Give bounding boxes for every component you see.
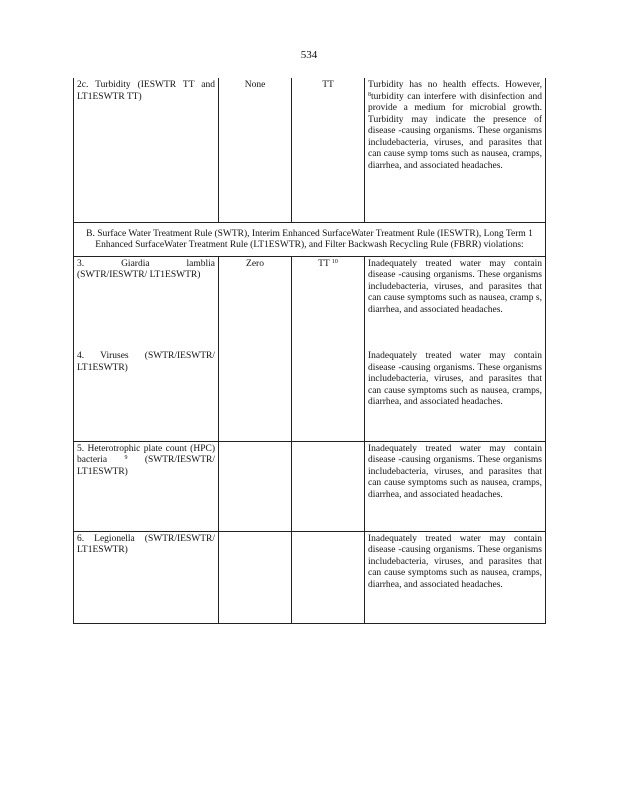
health-effects-cell: Inadequately treated water may contain disease -causing organisms. These organisms includebacteria, viruses, and parasites that can cause symptoms such as nausea, cramps, diarrhea, and associated headaches. [365, 349, 546, 441]
contaminant-lead: 5. Heterotrophic plate count (HPC) bacteria [77, 443, 215, 465]
section-b-heading: B. Surface Water Treatment Rule (SWTR), Interim Enhanced SurfaceWater Treatment Rule (IESWTR), Long Term 1 Enhanced SurfaceWater Treatment Rule (LT1ESWTR), and Filter Backwash Recycling Rule (FBRR) violations: [74, 222, 546, 256]
mcl-cell [292, 349, 365, 441]
table-row-turbidity [74, 78, 546, 222]
footnote-marker: 8 [368, 91, 371, 98]
contaminant-cell: 4. Viruses (SWTR/IESWTR/ LT1ESWTR) [74, 349, 219, 441]
contaminant-cell: 6. Legionella (SWTR/IESWTR/ LT1ESWTR) [74, 531, 219, 623]
effects-text-rest: turbidity can interfere with disinfection and provide a medium for microbial growth. Turbidity may indicate the presence of disease -causing organisms. These organisms includebacteria, viruses, and parasites that can cause symp toms such as nausea, cramps, diarrhea, and associated headaches. [368, 91, 542, 171]
mcl-cell [292, 531, 365, 623]
mcl-cell [292, 441, 365, 531]
health-effects-cell: Inadequately treated water may contain disease -causing organisms. These organisms includebacteria, viruses, and parasites that can cause symptoms such as nausea, cramps, diarrhea, and associated headaches. [365, 531, 546, 623]
mclg-cell [219, 349, 292, 441]
mclg-cell [219, 531, 292, 623]
mclg-cell [219, 441, 292, 531]
contaminant-cell [74, 441, 219, 531]
footnote-marker: 10 [331, 258, 338, 265]
health-effects-cell: Inadequately treated water may contain disease -causing organisms. These organisms includebacteria, viruses, and parasites that can cause symptoms such as nausea, cramp s, diarrhea, and associated headaches. [365, 256, 546, 349]
health-effects-cell: Inadequately treated water may contain disease -causing organisms. These organisms includebacteria, viruses, and parasites that can cause symptoms such as nausea, cramps, diarrhea, and associated headaches. [365, 441, 546, 531]
contaminant-rest: (SWTR/IESWTR/ LT1ESWTR) [77, 455, 216, 477]
effects-text-lead: Turbidity has no health effects. However, [368, 80, 542, 90]
table-row-giardia [74, 256, 546, 349]
page-number: 534 [300, 49, 318, 61]
mcl-cell [292, 256, 365, 349]
mclg-cell: None [219, 78, 292, 222]
mcl-value: TT [318, 258, 330, 269]
mclg-cell: Zero [219, 256, 292, 349]
contaminant-cell: 2c. Turbidity (IESWTR TT and LT1ESWTR TT) [74, 78, 219, 222]
regulations-table [73, 78, 546, 624]
contaminant-cell: 3. Giardia lamblia (SWTR/IESWTR/ LT1ESWTR) [74, 256, 219, 349]
footnote-marker: 9 [124, 455, 128, 461]
section-header-row [74, 222, 546, 256]
table-row-hpc [74, 441, 546, 531]
table-row-viruses [74, 349, 546, 441]
table-row-legionella [74, 531, 546, 623]
health-effects-cell [365, 78, 546, 222]
mcl-cell: TT [292, 78, 365, 222]
